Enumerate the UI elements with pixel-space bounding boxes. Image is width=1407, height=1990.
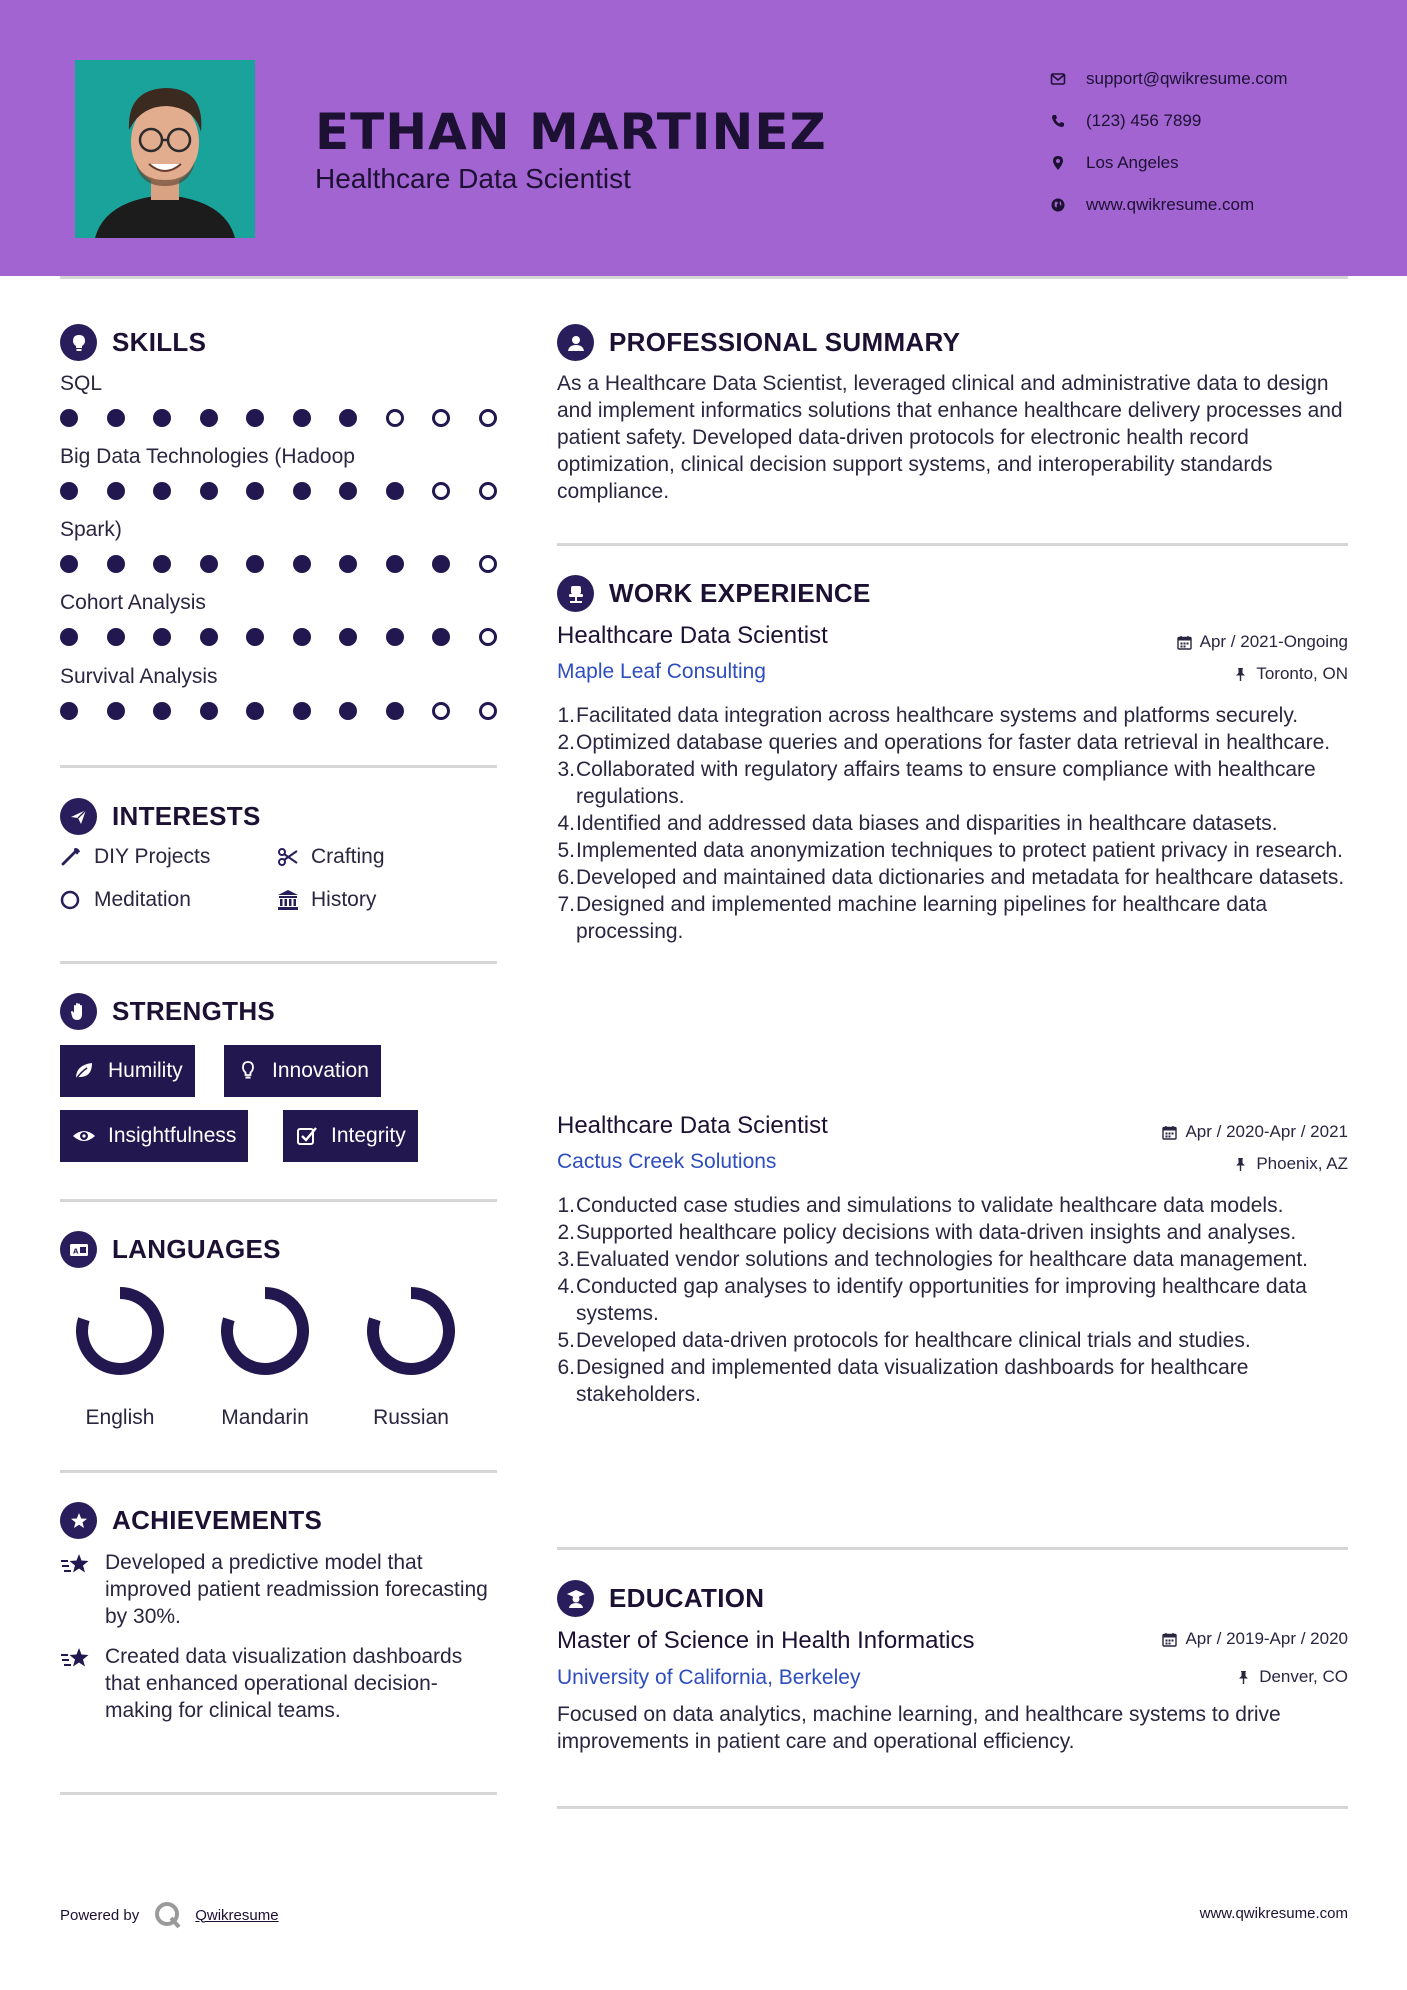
header-banner	[0, 0, 1407, 276]
job-location-text: Toronto, ON	[1256, 664, 1348, 683]
strength-label: Humility	[108, 1059, 183, 1082]
rating-dot-filled	[153, 555, 171, 573]
hand-icon	[60, 993, 97, 1030]
lightbulb-icon	[60, 324, 97, 361]
job-bullet: 1. Conducted case studies and simulations to validate healthcare data models.	[557, 1194, 1284, 1217]
language-label: Russian	[373, 1406, 449, 1429]
language-label: Mandarin	[221, 1406, 309, 1429]
language-proficiency-ring	[363, 1283, 459, 1379]
job-bullet: 1. Facilitated data integration across healthcare systems and platforms securely.	[557, 704, 1299, 727]
rating-dot-filled	[339, 409, 357, 427]
powered-by-label: Powered by	[60, 1906, 140, 1924]
contact-email-text: support@qwikresume.com	[1086, 69, 1288, 88]
pushpin-icon	[1233, 667, 1248, 682]
calendar-icon	[1162, 1125, 1177, 1140]
section-divider	[60, 961, 497, 964]
interest-item	[277, 888, 376, 912]
experience-title: WORK EXPERIENCE	[609, 578, 871, 608]
rating-dot-filled	[153, 482, 171, 500]
skill-rating	[60, 409, 525, 427]
job-dates	[1177, 632, 1348, 652]
ring-arc	[227, 1293, 303, 1369]
brand-link[interactable]: Qwikresume	[195, 1906, 279, 1924]
language-item	[60, 1283, 180, 1430]
section-divider	[557, 1547, 1348, 1550]
language-item	[205, 1283, 325, 1430]
job-bullet: 6. Developed and maintained data dictionaries and metadata for healthcare datasets.	[557, 866, 1345, 889]
contact-website-text: www.qwikresume.com	[1086, 195, 1255, 214]
section-divider	[60, 765, 497, 768]
checkbox-icon	[295, 1124, 319, 1148]
rating-dot-empty	[479, 409, 497, 427]
job-location	[1233, 1154, 1348, 1174]
section-divider	[60, 1470, 497, 1473]
job-dates-text: Apr / 2021-Ongoing	[1199, 632, 1348, 651]
interest-item	[60, 888, 191, 912]
interest-label: DIY Projects	[94, 845, 211, 868]
job-location	[1233, 664, 1348, 684]
education-description: Focused on data analytics, machine learning, and healthcare systems to drive improvements in patient care and operational efficiency.	[557, 1703, 1281, 1753]
paper-plane-icon	[60, 798, 97, 835]
job-bullet: 2. Optimized database queries and operations for faster data retrieval in healthcare.	[557, 731, 1331, 754]
ring-arc	[82, 1293, 158, 1369]
skills-heading	[60, 324, 206, 361]
rating-dot-filled	[200, 628, 218, 646]
footer-branding	[60, 1900, 279, 1930]
candidate-title: Healthcare Data Scientist	[315, 163, 631, 194]
footer-url[interactable]: www.qwikresume.com	[1199, 1905, 1348, 1922]
rating-dot-filled	[60, 555, 78, 573]
rating-dot-filled	[60, 482, 78, 500]
company-name: Maple Leaf Consulting	[557, 660, 766, 683]
leaf-icon	[72, 1059, 96, 1083]
interest-label: History	[311, 888, 377, 911]
rating-dot-filled	[153, 628, 171, 646]
job-bullet: 2. Supported healthcare policy decisions with data-driven insights and analyses.	[557, 1221, 1297, 1244]
rating-dot-filled	[246, 702, 264, 720]
section-divider	[60, 1199, 497, 1202]
language-item	[351, 1283, 471, 1430]
calendar-icon	[1162, 1632, 1177, 1647]
achievements-heading	[60, 1502, 322, 1539]
calendar-icon	[1177, 635, 1192, 650]
interests-title: INTERESTS	[112, 801, 261, 831]
achievement-item	[60, 1549, 490, 1630]
rating-dot-filled	[293, 482, 311, 500]
rating-dot-filled	[153, 702, 171, 720]
contact-location-text: Los Angeles	[1086, 153, 1179, 172]
achievements-title: ACHIEVEMENTS	[112, 1505, 323, 1535]
rating-dot-filled	[246, 409, 264, 427]
job-bullets	[557, 1192, 1352, 1408]
contact-location	[1050, 142, 1288, 184]
section-divider	[557, 543, 1348, 546]
rating-dot-filled	[107, 482, 125, 500]
rating-dot-filled	[293, 628, 311, 646]
lightbulb-icon	[236, 1059, 260, 1083]
languages-title: LANGUAGES	[112, 1234, 281, 1264]
rating-dot-filled	[107, 702, 125, 720]
job-bullet: 3. Evaluated vendor solutions and technologies for healthcare data management.	[557, 1248, 1308, 1271]
job-dates-text: Apr / 2020-Apr / 2021	[1185, 1122, 1348, 1141]
rating-dot-empty	[432, 409, 450, 427]
summary-heading	[557, 324, 960, 361]
rating-dot-empty	[479, 555, 497, 573]
strength-badge	[60, 1045, 195, 1097]
contact-list	[1050, 58, 1288, 226]
user-icon	[557, 324, 594, 361]
rating-dot-filled	[107, 409, 125, 427]
envelope-icon	[1050, 71, 1086, 87]
header-divider	[60, 276, 1348, 279]
rating-dot-empty	[479, 482, 497, 500]
office-chair-icon	[557, 575, 594, 612]
profile-photo	[75, 60, 255, 238]
skill-label: Cohort Analysis	[60, 591, 206, 614]
interest-item	[60, 845, 210, 869]
svg-text:A: A	[72, 1247, 78, 1255]
achievement-text: Created data visualization dashboards that enhanced operational decision-making for clinical teams.	[105, 1645, 463, 1722]
rating-dot-filled	[293, 409, 311, 427]
rating-dot-filled	[339, 482, 357, 500]
education-location	[1236, 1667, 1348, 1687]
job-bullet: 5. Implemented data anonymization techniques to protect patient privacy in research.	[557, 839, 1343, 862]
rating-dot-filled	[246, 482, 264, 500]
candidate-name: ETHAN MARTINEZ	[315, 103, 827, 161]
degree-title: Master of Science in Health Informatics	[557, 1627, 975, 1654]
job-bullets	[557, 702, 1352, 945]
contact-phone-text: (123) 456 7899	[1086, 111, 1202, 130]
rating-dot-filled	[200, 702, 218, 720]
rating-dot-filled	[339, 702, 357, 720]
rating-dot-filled	[153, 409, 171, 427]
job-dates	[1162, 1122, 1348, 1142]
summary-text: As a Healthcare Data Scientist, leveraged clinical and administrative data to design and implement informatics solutions that enhance healthcare delivery processes and patient safety. Developed data-driven protocols for electronic health record optimization, clinical decision support systems, and interoperability standards compliance.	[557, 372, 1343, 503]
rating-dot-empty	[386, 409, 404, 427]
phone-icon	[1050, 113, 1086, 129]
education-location-text: Denver, CO	[1259, 1667, 1348, 1686]
contact-website[interactable]	[1050, 184, 1288, 226]
location-pin-icon	[1050, 155, 1086, 171]
education-title: EDUCATION	[609, 1583, 765, 1613]
rating-dot-filled	[60, 409, 78, 427]
qwikresume-logo-icon	[153, 1900, 183, 1930]
rating-dot-filled	[246, 555, 264, 573]
education-dates	[1162, 1629, 1348, 1649]
skill-label: Spark)	[60, 518, 122, 541]
skills-title: SKILLS	[112, 327, 207, 357]
language-icon	[60, 1231, 97, 1268]
rating-dot-filled	[107, 555, 125, 573]
skill-label: Survival Analysis	[60, 665, 218, 688]
rating-dot-empty	[479, 702, 497, 720]
experience-heading	[557, 575, 871, 612]
pushpin-icon	[1233, 1157, 1248, 1172]
rating-dot-filled	[107, 628, 125, 646]
job-title: Healthcare Data Scientist	[557, 622, 828, 649]
skill-rating	[60, 482, 525, 500]
strength-badge	[283, 1110, 418, 1162]
ring-arc	[373, 1293, 449, 1369]
interest-label: Meditation	[94, 888, 191, 911]
rating-dot-filled	[200, 409, 218, 427]
education-heading	[557, 1580, 764, 1617]
education-dates-text: Apr / 2019-Apr / 2020	[1185, 1629, 1348, 1648]
interest-item	[277, 845, 385, 869]
company-name: Cactus Creek Solutions	[557, 1150, 777, 1173]
rating-dot-empty	[432, 702, 450, 720]
rating-dot-filled	[339, 555, 357, 573]
rating-dot-empty	[479, 628, 497, 646]
strength-badge	[224, 1045, 381, 1097]
museum-icon	[277, 889, 311, 911]
wrench-icon	[60, 846, 94, 868]
star-icon	[60, 1549, 105, 1630]
circle-icon	[60, 889, 94, 911]
interests-heading	[60, 798, 261, 835]
section-divider	[60, 1792, 497, 1795]
language-label: English	[85, 1406, 155, 1429]
rating-dot-empty	[432, 482, 450, 500]
rating-dot-filled	[293, 555, 311, 573]
contact-email[interactable]	[1050, 58, 1288, 100]
job-bullet: 4. Identified and addressed data biases and disparities in healthcare datasets.	[557, 812, 1278, 835]
skill-rating	[60, 628, 525, 646]
job-bullet: 3. Collaborated with regulatory affairs teams to ensure compliance with healthcare regulations.	[557, 758, 1316, 808]
achievement-text: Developed a predictive model that improved patient readmission forecasting by 30%.	[105, 1551, 488, 1628]
job-bullet: 4. Conducted gap analyses to identify opportunities for improving healthcare data systems.	[557, 1275, 1307, 1325]
strengths-title: STRENGTHS	[112, 996, 276, 1026]
strengths-heading	[60, 993, 275, 1030]
strength-label: Insightfulness	[108, 1124, 237, 1147]
rating-dot-filled	[386, 702, 404, 720]
skill-label: Big Data Technologies (Hadoop	[60, 445, 355, 468]
scissors-icon	[277, 846, 311, 868]
job-bullet: 5. Developed data-driven protocols for healthcare clinical trials and studies.	[557, 1329, 1251, 1352]
rating-dot-filled	[200, 555, 218, 573]
rating-dot-filled	[386, 555, 404, 573]
rating-dot-filled	[386, 482, 404, 500]
rating-dot-filled	[246, 628, 264, 646]
school-name: University of California, Berkeley	[557, 1666, 861, 1689]
rating-dot-filled	[339, 628, 357, 646]
rating-dot-filled	[60, 628, 78, 646]
rating-dot-filled	[432, 628, 450, 646]
rating-dot-filled	[60, 702, 78, 720]
section-divider	[557, 1806, 1348, 1809]
interest-label: Crafting	[311, 845, 385, 868]
strength-label: Innovation	[272, 1059, 369, 1082]
star-icon	[60, 1643, 105, 1724]
languages-heading	[60, 1231, 281, 1268]
job-location-text: Phoenix, AZ	[1256, 1154, 1348, 1173]
rating-dot-filled	[386, 628, 404, 646]
strength-badge	[60, 1110, 248, 1162]
job-bullet: 6. Designed and implemented data visualization dashboards for healthcare stakeholders.	[557, 1356, 1249, 1406]
globe-icon	[1050, 197, 1086, 213]
rating-dot-filled	[432, 555, 450, 573]
graduate-icon	[557, 1580, 594, 1617]
skill-rating	[60, 702, 525, 720]
star-badge-icon	[60, 1502, 97, 1539]
job-title: Healthcare Data Scientist	[557, 1112, 828, 1139]
skill-rating	[60, 555, 525, 573]
job-bullet: 7. Designed and implemented machine learning pipelines for healthcare data processing.	[557, 893, 1268, 943]
skill-label: SQL	[60, 372, 103, 395]
contact-phone[interactable]	[1050, 100, 1288, 142]
eye-icon	[72, 1124, 96, 1148]
rating-dot-filled	[293, 702, 311, 720]
language-proficiency-ring	[217, 1283, 313, 1379]
summary-title: PROFESSIONAL SUMMARY	[609, 327, 961, 357]
achievement-item	[60, 1643, 490, 1724]
pushpin-icon	[1236, 1670, 1251, 1685]
strength-label: Integrity	[331, 1124, 406, 1147]
language-proficiency-ring	[72, 1283, 168, 1379]
rating-dot-filled	[200, 482, 218, 500]
